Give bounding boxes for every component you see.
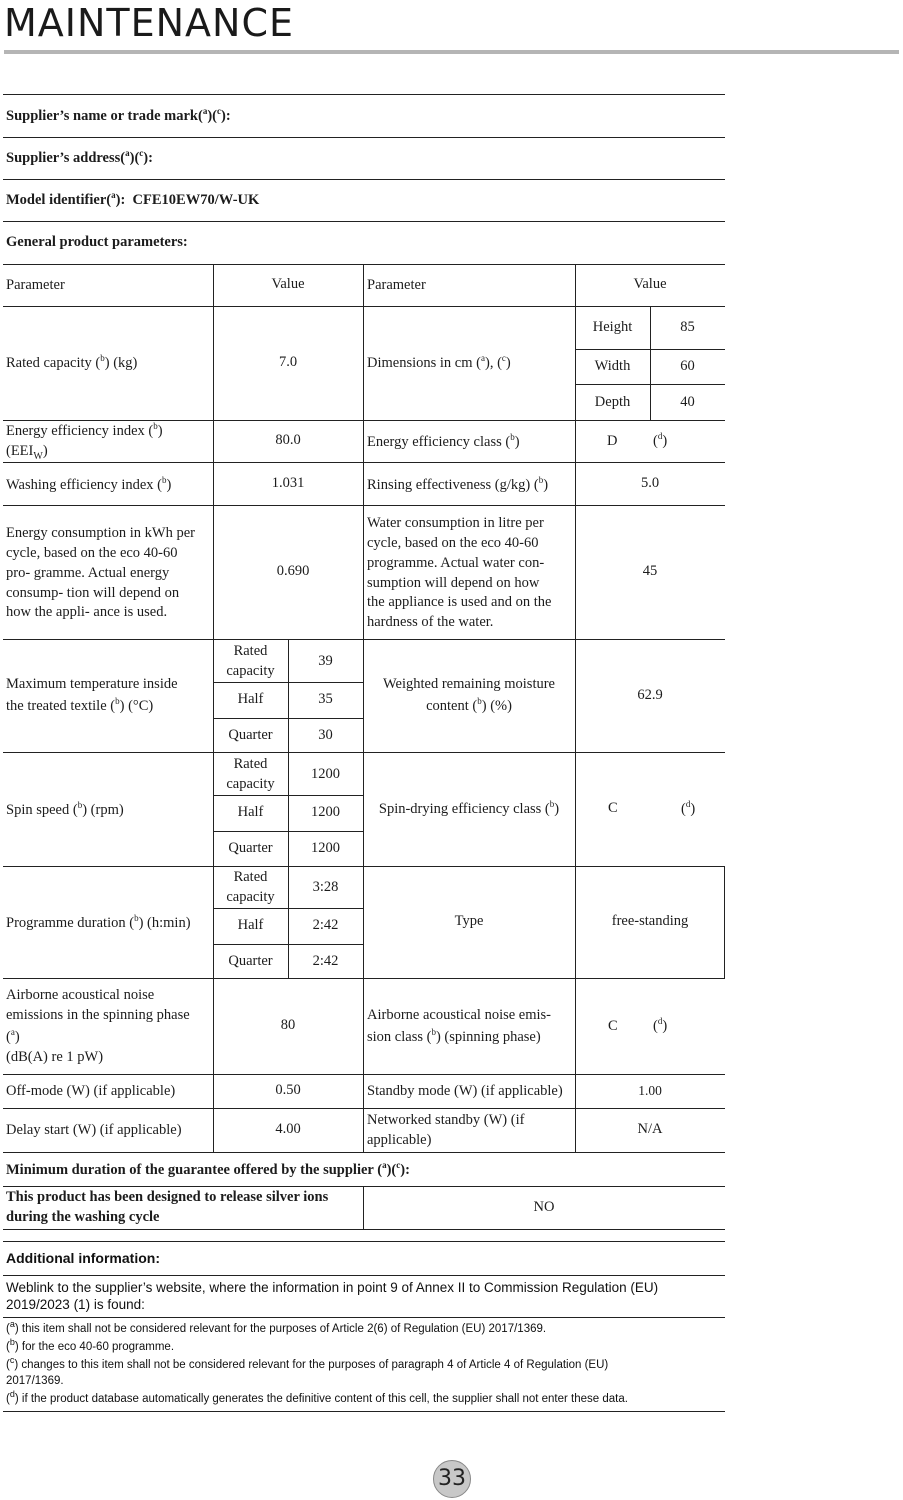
spin-quarter-label: Quarter xyxy=(228,840,273,856)
page-number-badge: 33 xyxy=(433,1460,471,1498)
moisture-label-2: content ($^b$) (%) xyxy=(426,696,512,714)
spin-rated-label-2: capacity xyxy=(226,776,275,792)
silver-ions-value: NO xyxy=(533,1199,555,1215)
spin-class-note: ($^d$) xyxy=(681,799,696,817)
noise-class-label-2: sion class ($^b$) (spinning phase) xyxy=(367,1027,541,1045)
silver-ions-label: This product has been designed to release silver ions xyxy=(6,1189,329,1205)
column-header-value-2: Value xyxy=(633,276,667,292)
spin-quarter-value: 1200 xyxy=(311,840,340,856)
dimensions-label: Dimensions in cm ($^a$), ($^c$) xyxy=(367,353,511,371)
footnote-a: ($^a$) this item shall not be considered relevant for the purposes of Article 2(6) of Regulation (EU) 2017/1369. xyxy=(6,1319,547,1335)
duration-quarter-label: Quarter xyxy=(228,953,273,969)
networked-standby-label: Networked standby (W) (if xyxy=(367,1112,525,1128)
energy-consumption-label-line: consump- tion will depend on xyxy=(6,585,180,601)
guarantee-label: Minimum duration of the guarantee offered by the supplier ($^a$)($^c$): xyxy=(6,1160,410,1178)
duration-quarter-value: 2:42 xyxy=(312,953,339,969)
footnote-d: ($^d$) if the product database automatically generates the definitive content of this cell, the supplier shall not enter these data. xyxy=(6,1389,628,1405)
noise-label-2: emissions in the spinning phase xyxy=(6,1007,190,1023)
energy-class-label: Energy efficiency class ($^b$) xyxy=(367,432,520,450)
silver-ions-label-2: during the washing cycle xyxy=(6,1209,160,1225)
noise-label-note: ($^a$) xyxy=(6,1027,20,1045)
depth-label: Depth xyxy=(594,394,631,410)
noise-label-unit: (dB(A) re 1 pW) xyxy=(6,1049,104,1065)
footnote-b: ($^b$) for the eco 40-60 programme. xyxy=(6,1337,175,1353)
column-header-value: Value xyxy=(271,276,305,292)
energy-class-note: ($^d$) xyxy=(653,431,668,449)
supplier-address-label: Supplier’s address($^a$)($^c$): xyxy=(6,148,153,166)
page-title: MAINTENANCE xyxy=(4,1,295,45)
off-mode-value: 0.50 xyxy=(275,1082,301,1098)
rated-capacity-label: Rated capacity ($^b$) (kg) xyxy=(6,353,138,371)
supplier-name-label: Supplier’s name or trade mark($^a$)($^c$): xyxy=(6,106,231,124)
noise-class-value: C xyxy=(608,1018,618,1034)
delay-start-label: Delay start (W) (if applicable) xyxy=(6,1122,182,1138)
water-consumption-label-line: Water consumption in litre per xyxy=(367,515,544,531)
spin-rated-label: Rated xyxy=(233,756,268,772)
spin-class-label: Spin-drying efficiency class ($^b$) xyxy=(378,799,560,817)
max-temp-quarter-value: 30 xyxy=(318,727,333,743)
spin-half-value: 1200 xyxy=(311,804,340,820)
footnote-c-2: 2017/1369. xyxy=(6,1375,64,1387)
title-underline xyxy=(4,50,899,54)
energy-consumption-label-line: Energy consumption in kWh per xyxy=(6,525,196,541)
column-header-parameter: Parameter xyxy=(6,277,65,293)
noise-class-note: ($^d$) xyxy=(653,1016,668,1034)
water-consumption-label-line: the appliance is used and on the xyxy=(367,594,552,610)
model-identifier: Model identifier($^a$): CFE10EW70/W-UK xyxy=(6,190,260,208)
column-header-parameter-2: Parameter xyxy=(367,277,426,293)
type-value: free-standing xyxy=(611,913,689,929)
general-parameters-heading: General product parameters: xyxy=(6,234,188,250)
washing-index-label: Washing efficiency index ($^b$) xyxy=(6,475,172,493)
height-value: 85 xyxy=(680,319,695,335)
water-consumption-value: 45 xyxy=(642,563,658,579)
water-consumption-label-line: programme. Actual water con- xyxy=(367,555,545,571)
max-temp-rated-value: 39 xyxy=(318,653,333,669)
energy-consumption-value: 0.690 xyxy=(276,563,310,579)
weblink-text: Weblink to the supplier’s website, where the information in point 9 of Annex II to Commission Regulation (EU) xyxy=(6,1280,659,1295)
noise-class-label: Airborne acoustical noise emis- xyxy=(367,1007,552,1023)
rinsing-value: 5.0 xyxy=(640,475,660,491)
max-temp-label-2: the treated textile ($^b$) (°C) xyxy=(6,696,154,714)
eei-label-abbr: $(EEI_W)$ xyxy=(6,443,48,462)
energy-consumption-label-line: how the appli- ance is used. xyxy=(6,604,168,620)
water-consumption-label-line: hardness of the water. xyxy=(367,614,494,630)
eei-value: 80.0 xyxy=(275,432,301,448)
energy-consumption-label-line: pro- gramme. Actual energy xyxy=(6,565,170,581)
standby-label: Standby mode (W) (if applicable) xyxy=(367,1083,563,1099)
max-temp-rated-label: Rated xyxy=(233,643,268,659)
rated-capacity-value: 7.0 xyxy=(278,354,298,370)
duration-rated-value: 3:28 xyxy=(312,879,339,895)
max-temp-half-value: 35 xyxy=(318,691,333,707)
additional-info-label: Additional information: xyxy=(6,1250,160,1266)
networked-standby-label-2: applicable) xyxy=(367,1132,432,1148)
energy-consumption-label-line: cycle, based on the eco 40-60 xyxy=(6,545,178,561)
max-temp-rated-label-2: capacity xyxy=(226,663,275,679)
standby-value: 1.00 xyxy=(638,1083,662,1098)
duration-rated-label-2: capacity xyxy=(226,889,275,905)
off-mode-label: Off-mode (W) (if applicable) xyxy=(6,1083,176,1099)
water-consumption-label-line: cycle, based on the eco 40-60 xyxy=(367,535,539,551)
rinsing-label: Rinsing effectiveness (g/kg) ($^b$) xyxy=(367,475,549,493)
water-consumption-label-line: sumption will depend on how xyxy=(367,575,540,591)
type-label: Type xyxy=(454,913,484,929)
duration-label: Programme duration ($^b$) (h:min) xyxy=(6,913,191,931)
height-label: Height xyxy=(592,319,633,335)
moisture-label: Weighted remaining moisture xyxy=(383,676,555,692)
max-temp-quarter-label: Quarter xyxy=(228,727,273,743)
duration-rated-label: Rated xyxy=(233,869,268,885)
weblink-text-2: 2019/2023 (1) is found: xyxy=(6,1297,145,1312)
max-temp-half-label: Half xyxy=(237,691,264,707)
duration-half-label: Half xyxy=(237,917,264,933)
energy-class-value: D xyxy=(607,433,618,449)
footnote-c: ($^c$) changes to this item shall not be considered relevant for the purposes of paragraph 4 of Article 4 of Regulation (EU) xyxy=(6,1355,609,1371)
eei-label: Energy efficiency index ($^b$) xyxy=(6,421,163,439)
duration-half-value: 2:42 xyxy=(312,917,339,933)
noise-value: 80 xyxy=(280,1017,296,1033)
spin-class-value: C xyxy=(608,800,618,816)
delay-start-value: 4.00 xyxy=(275,1121,301,1137)
width-label: Width xyxy=(594,358,631,374)
model-value: CFE10EW70/W-UK xyxy=(132,192,260,208)
spin-speed-label: Spin speed ($^b$) (rpm) xyxy=(6,800,124,818)
depth-value: 40 xyxy=(680,394,695,410)
networked-standby-value: N/A xyxy=(637,1121,663,1137)
spin-rated-value: 1200 xyxy=(311,766,340,782)
moisture-value: 62.9 xyxy=(637,687,663,703)
washing-index-value: 1.031 xyxy=(271,475,305,491)
max-temp-label: Maximum temperature inside xyxy=(6,676,178,692)
noise-label: Airborne acoustical noise xyxy=(6,987,155,1003)
spin-half-label: Half xyxy=(237,804,264,820)
width-value: 60 xyxy=(680,358,695,374)
